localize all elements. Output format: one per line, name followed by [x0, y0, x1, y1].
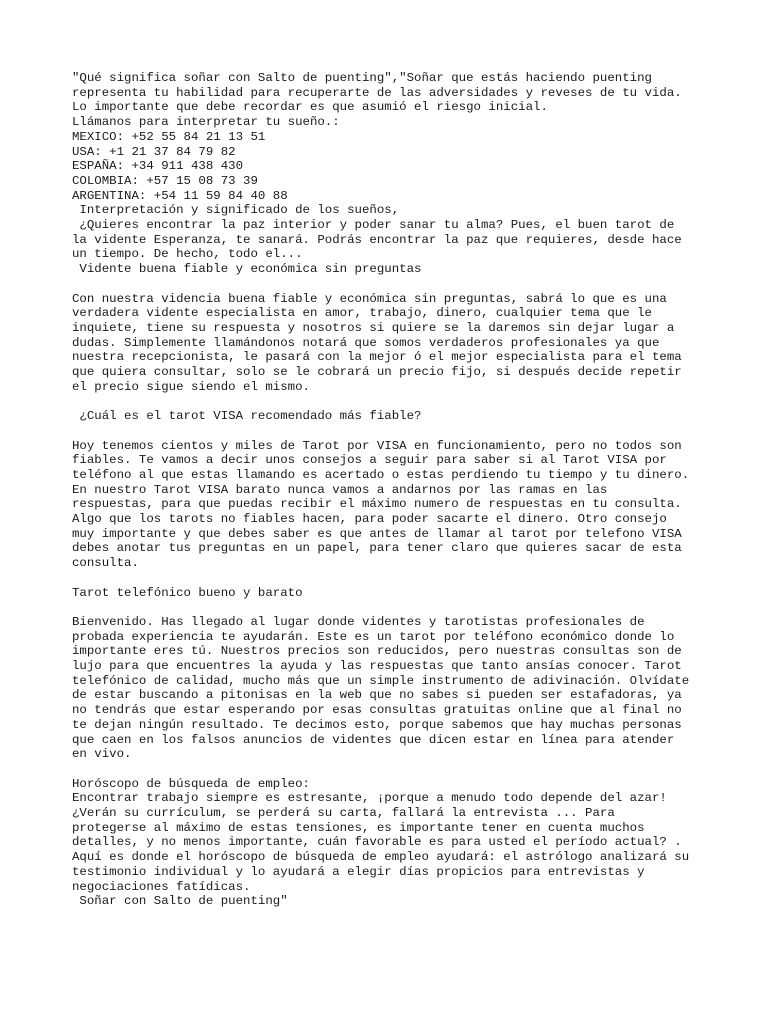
phone-colombia: COLOMBIA: +57 15 08 73 39: [72, 173, 258, 188]
paragraph-line: ¿Verán su currículum, se perderá su carta, fallará la entrevista ... Para: [72, 806, 615, 821]
paragraph-line: verdadera vidente especialista en amor, trabajo, dinero, cualquier tema que le: [72, 306, 652, 321]
paragraph-gap: [72, 394, 708, 409]
paragraph-line: En nuestro Tarot VISA barato nunca vamos a andarnos por las ramas en las: [72, 482, 608, 497]
paragraph-line: Aquí es donde el horóscopo de búsqueda de empleo ayudará: el astrólogo analizará su: [72, 850, 690, 865]
paragraph-gap: [72, 762, 708, 777]
paragraph-line: de estar buscando a pitonisas en la web que no sabes si pueden ser estafadoras, ya: [72, 688, 682, 703]
paragraph-gap: [72, 600, 708, 615]
paragraph-line: respuestas, para que puedas recibir el máximo numero de respuestas en tu consulta.: [72, 497, 682, 512]
paragraph-line: en vivo.: [72, 747, 132, 762]
paragraph-line: muy importante y que debes saber es que antes de llamar al tarot por telefono VISA: [72, 526, 682, 541]
paragraph-line: debes anotar tus preguntas en un papel, para tener claro que quieres sacar de esta: [72, 541, 682, 556]
closing-line: Soñar con Salto de puenting": [72, 894, 288, 909]
phone-espana: ESPAÑA: +34 911 438 430: [72, 159, 244, 174]
paragraph-line: negociaciones fatídicas.: [72, 879, 251, 894]
paragraph-line: fiables. Te vamos a decir unos consejos a seguir para saber si al Tarot VISA por: [72, 453, 667, 468]
intro-block: [72, 71, 708, 277]
call-to-action: Llámanos para interpretar tu sueño.:: [72, 115, 340, 130]
paragraph-line: testimonio individual y lo ayudará a elegir días propicios para entrevistas y: [72, 864, 645, 879]
paragraph-gap: [72, 424, 708, 439]
paragraph-line: lujo para que encuentres la ayuda y las respuestas que tanto ansías conocer. Tarot: [72, 659, 682, 674]
paragraph-visa: [72, 439, 708, 571]
paragraph-line: que quiera consultar, solo se le cobrará un precio fijo, si después decide repetir: [72, 365, 682, 380]
paragraph-line: probada experiencia te ayudarán. Este es un tarot por teléfono económico donde lo: [72, 629, 675, 644]
section-horoscopo: [72, 777, 708, 909]
visa-heading: ¿Cuál es el tarot VISA recomendado más fiable?: [72, 409, 422, 424]
phone-usa: USA: +1 21 37 84 79 82: [72, 144, 236, 159]
intro-line: representa tu habilidad para recuperarte de las adversidades y reveses de tu vida.: [72, 85, 682, 100]
paragraph-line: dudas. Simplemente llamándonos notará que somos verdaderos profesionales ya que: [72, 335, 660, 350]
paragraph-line: nuestra recepcionista, le pasará con la mejor ó el mejor especialista para el tema: [72, 350, 682, 365]
teaser-line: ¿Quieres encontrar la paz interior y poder sanar tu alma? Pues, el buen tarot de: [72, 218, 675, 233]
telefonico-heading: Tarot telefónico bueno y barato: [72, 585, 303, 600]
paragraph-line: importante eres tú. Nuestros precios son reducidos, pero nuestras consultas son de: [72, 644, 682, 659]
paragraph-line: inquiete, tiene su respuesta y nosotros si quiere se la daremos sin dejar lugar a: [72, 320, 675, 335]
intro-title-line: "Qué significa soñar con Salto de puenting","Soñar que estás haciendo puenting: [72, 71, 652, 85]
paragraph-line: teléfono al que estas llamando es acertado o estas perdiendo tu tiempo y tu dinero.: [72, 467, 690, 482]
paragraph-vidente: [72, 292, 708, 395]
intro-line: Lo importante que debe recordar es que asumió el riesgo inicial.: [72, 100, 548, 115]
teaser-line: un tiempo. De hecho, todo el...: [72, 247, 303, 262]
paragraph-line: Encontrar trabajo siempre es estresante, ¡porque a menudo todo depende del azar!: [72, 791, 667, 806]
paragraph-line: Bienvenido. Has llegado al lugar donde videntes y tarotistas profesionales de: [72, 614, 645, 629]
paragraph-line: el precio sigue siendo el mismo.: [72, 379, 310, 394]
paragraph-gap: [72, 571, 708, 586]
interpretation-heading: Interpretación y significado de los sueños,: [72, 203, 400, 218]
phone-mexico: MEXICO: +52 55 84 21 13 51: [72, 129, 266, 144]
paragraph-line: Con nuestra videncia buena fiable y económica sin preguntas, sabrá lo que es una: [72, 291, 667, 306]
paragraph-line: Algo que los tarots no fiables hacen, para poder sacarte el dinero. Otro consejo: [72, 512, 667, 527]
phone-argentina: ARGENTINA: +54 11 59 84 40 88: [72, 188, 288, 203]
paragraph-line: que caen en los falsos anuncios de videntes que dicen estar en línea para atender: [72, 732, 675, 747]
paragraph-line: protegerse al máximo de estas tensiones, es importante tener en cuenta muchos: [72, 820, 645, 835]
paragraph-line: te dejan ningún resultado. Te decimos esto, porque sabemos que hay muchas personas: [72, 717, 682, 732]
vidente-heading: Vidente buena fiable y económica sin preguntas: [72, 262, 422, 277]
paragraph-line: telefónico de calidad, mucho más que un simple instrumento de adivinación. Olvídate: [72, 673, 690, 688]
paragraph-line: Hoy tenemos cientos y miles de Tarot por VISA en funcionamiento, pero no todos son: [72, 438, 682, 453]
teaser-line: la vidente Esperanza, te sanará. Podrás encontrar la paz que requieres, desde hace: [72, 232, 682, 247]
horoscopo-heading: Horóscopo de búsqueda de empleo:: [72, 776, 310, 791]
paragraph-line: no tendrás que estar esperando por esas consultas gratuitas online que al final no: [72, 703, 682, 718]
paragraph-gap: [72, 277, 708, 292]
paragraph-line: detalles, y no menos importante, cuán favorable es para usted el período actual? .: [72, 835, 682, 850]
paragraph-telefonico: [72, 615, 708, 762]
paragraph-line: consulta.: [72, 556, 139, 571]
